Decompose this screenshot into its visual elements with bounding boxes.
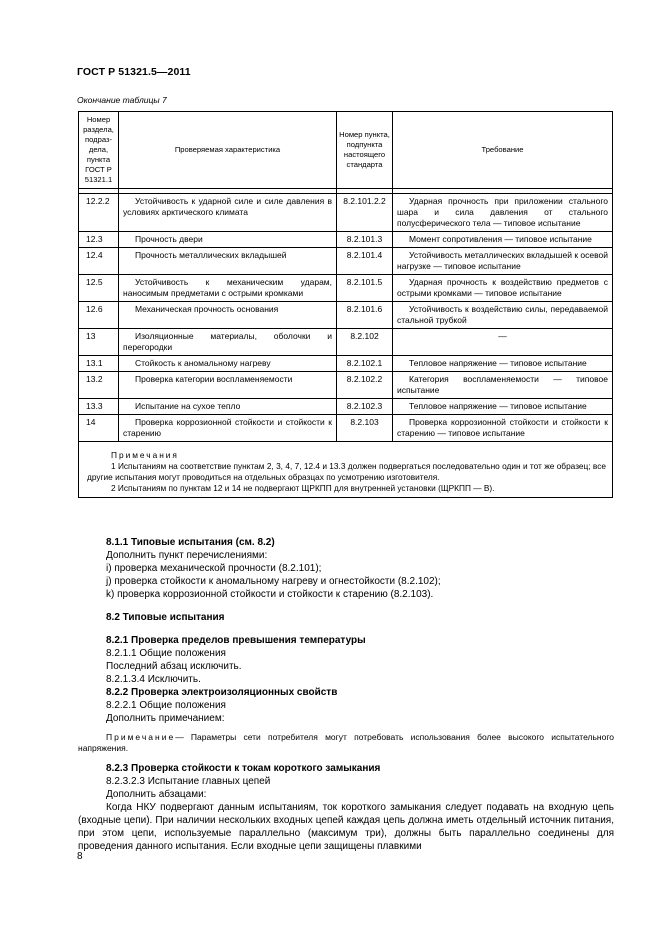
table-notes-row xyxy=(79,446,613,498)
table-row xyxy=(79,399,613,415)
requirements-table xyxy=(78,111,613,498)
cell-clause: 8.2.103 xyxy=(337,415,393,442)
cell-characteristic: Проверка категории воспламеняемости xyxy=(119,372,337,399)
cell-requirement: Момент сопротивления — типовое испытание xyxy=(393,232,613,248)
cell-requirement: Проверка коррозионной стойкости и стойкости к старению — типовое испытание xyxy=(393,415,613,442)
cell-characteristic: Прочность металлических вкладышей xyxy=(119,248,337,275)
header-section: Номер раздела, подраз-дела, пункта ГОСТ Р 51321.1 xyxy=(79,112,119,189)
cell-characteristic: Прочность двери xyxy=(119,232,337,248)
cell-requirement: Ударная прочность к воздействию предметов с острыми кромками — типовое испытание xyxy=(393,275,613,302)
table-row xyxy=(79,194,613,232)
section-heading: 8.2.1 Проверка пределов превышения температуры xyxy=(106,635,366,646)
table-row xyxy=(79,329,613,356)
note-label: Примечание xyxy=(106,732,176,742)
table-row xyxy=(79,275,613,302)
table-row xyxy=(79,232,613,248)
note-item: 2 Испытаниям по пунктам 12 и 14 не подвергают ЩРКПП для внутренней установки (ЩРКПП — В). xyxy=(111,483,495,493)
paragraph: Когда НКУ подвергают данным испытаниям, ток короткого замыкания следует подавать на входную цепь (входные цепи). При наличии нескольких входных цепей каждая цепь должна иметь отдельный источник питания, при этом цепи, используемые параллельно (максимум три), должны быть параллельно соединены для проведения данного испытания. Если входные цепи защищены плавкими xyxy=(78,802,614,852)
subsection-heading: 8.2.1.1 Общие положения xyxy=(106,648,226,659)
cell-section: 12.4 xyxy=(79,248,119,275)
cell-requirement: Устойчивость к воздействию силы, передаваемой стальной трубкой xyxy=(393,302,613,329)
cell-clause: 8.2.102.3 xyxy=(337,399,393,415)
cell-section: 12.6 xyxy=(79,302,119,329)
cell-section: 14 xyxy=(79,415,119,442)
cell-requirement: Устойчивость металлических вкладышей к осевой нагрузке — типовое испытание xyxy=(393,248,613,275)
cell-requirement: Категория воспламеняемости — типовое испытание xyxy=(393,372,613,399)
header-clause: Номер пункта, подпункта настоящего стандарта xyxy=(337,112,393,189)
cell-section: 12.3 xyxy=(79,232,119,248)
note-text: — Параметры сети потребителя могут потребовать использования более высокого испытательного напряжения. xyxy=(78,732,614,753)
paragraph: Дополнить примечанием: xyxy=(106,713,225,724)
note-paragraph xyxy=(78,732,614,754)
table-row xyxy=(79,302,613,329)
cell-characteristic: Испытание на сухое тепло xyxy=(119,399,337,415)
paragraph: Дополнить пункт перечислениями: xyxy=(106,550,268,561)
cell-section: 12.5 xyxy=(79,275,119,302)
cell-section: 13.1 xyxy=(79,356,119,372)
page-number: 8 xyxy=(77,851,83,862)
paragraph: Последний абзац исключить. xyxy=(106,661,242,672)
cell-characteristic: Устойчивость к ударной силе и силе давления в условиях арктического климата xyxy=(119,194,337,232)
table-header-row xyxy=(79,112,613,189)
section-heading: 8.1.1 Типовые испытания (см. 8.2) xyxy=(106,537,275,548)
cell-section: 13 xyxy=(79,329,119,356)
cell-section: 13.3 xyxy=(79,399,119,415)
table-row xyxy=(79,356,613,372)
table-row xyxy=(79,248,613,275)
cell-characteristic: Механическая прочность основания xyxy=(119,302,337,329)
cell-clause: 8.2.102.2 xyxy=(337,372,393,399)
cell-section: 13.2 xyxy=(79,372,119,399)
table-row xyxy=(79,415,613,442)
document-header: ГОСТ Р 51321.5—2011 xyxy=(77,66,191,78)
cell-clause: 8.2.101.3 xyxy=(337,232,393,248)
list-item: j) проверка стойкости к аномальному нагреву и огнестойкости (8.2.102); xyxy=(106,576,441,587)
table-row xyxy=(79,372,613,399)
body-text xyxy=(78,536,614,853)
cell-requirement: Тепловое напряжение — типовое испытание xyxy=(393,399,613,415)
subsection-heading: 8.2.2.1 Общие положения xyxy=(106,700,226,711)
cell-clause: 8.2.101.5 xyxy=(337,275,393,302)
note-item: 1 Испытаниям на соответствие пунктам 2, 3, 4, 7, 12.4 и 13.3 должен подвергаться последовательно один и тот же образец; все другие испытания могут проводиться на отдельных образцах по усмотрению изготовителя. xyxy=(87,461,606,482)
cell-requirement: — xyxy=(393,329,613,356)
table-caption: Окончание таблицы 7 xyxy=(77,95,167,105)
paragraph: 8.2.1.3.4 Исключить. xyxy=(106,674,201,685)
list-item: k) проверка коррозионной стойкости и стойкости к старению (8.2.103). xyxy=(106,589,434,600)
cell-characteristic: Изоляционные материалы, оболочки и перегородки xyxy=(119,329,337,356)
cell-requirement: Тепловое напряжение — типовое испытание xyxy=(393,356,613,372)
header-characteristic: Проверяемая характеристика xyxy=(119,112,337,189)
header-requirement: Требование xyxy=(393,112,613,189)
cell-clause: 8.2.101.6 xyxy=(337,302,393,329)
cell-characteristic: Устойчивость к механическим ударам, наносимым предметами с острыми кромками xyxy=(119,275,337,302)
cell-requirement: Ударная прочность при приложении стального шара и сила давления от стального полусферического тела — типовое испытание xyxy=(393,194,613,232)
cell-characteristic: Стойкость к аномальному нагреву xyxy=(119,356,337,372)
cell-clause: 8.2.101.2.2 xyxy=(337,194,393,232)
paragraph: Дополнить абзацами: xyxy=(106,789,207,800)
section-heading: 8.2.3 Проверка стойкости к токам короткого замыкания xyxy=(106,763,381,774)
cell-characteristic: Проверка коррозионной стойкости и стойкости к старению xyxy=(119,415,337,442)
cell-clause: 8.2.101.4 xyxy=(337,248,393,275)
notes-title: Примечания xyxy=(111,450,179,460)
section-heading: 8.2.2 Проверка электроизоляционных свойств xyxy=(106,687,338,698)
cell-section: 12.2.2 xyxy=(79,194,119,232)
table-notes xyxy=(79,446,613,498)
list-item: i) проверка механической прочности (8.2.101); xyxy=(106,563,322,574)
cell-clause: 8.2.102 xyxy=(337,329,393,356)
cell-clause: 8.2.102.1 xyxy=(337,356,393,372)
section-heading: 8.2 Типовые испытания xyxy=(106,612,225,623)
subsection-heading: 8.2.3.2.3 Испытание главных цепей xyxy=(106,776,271,787)
